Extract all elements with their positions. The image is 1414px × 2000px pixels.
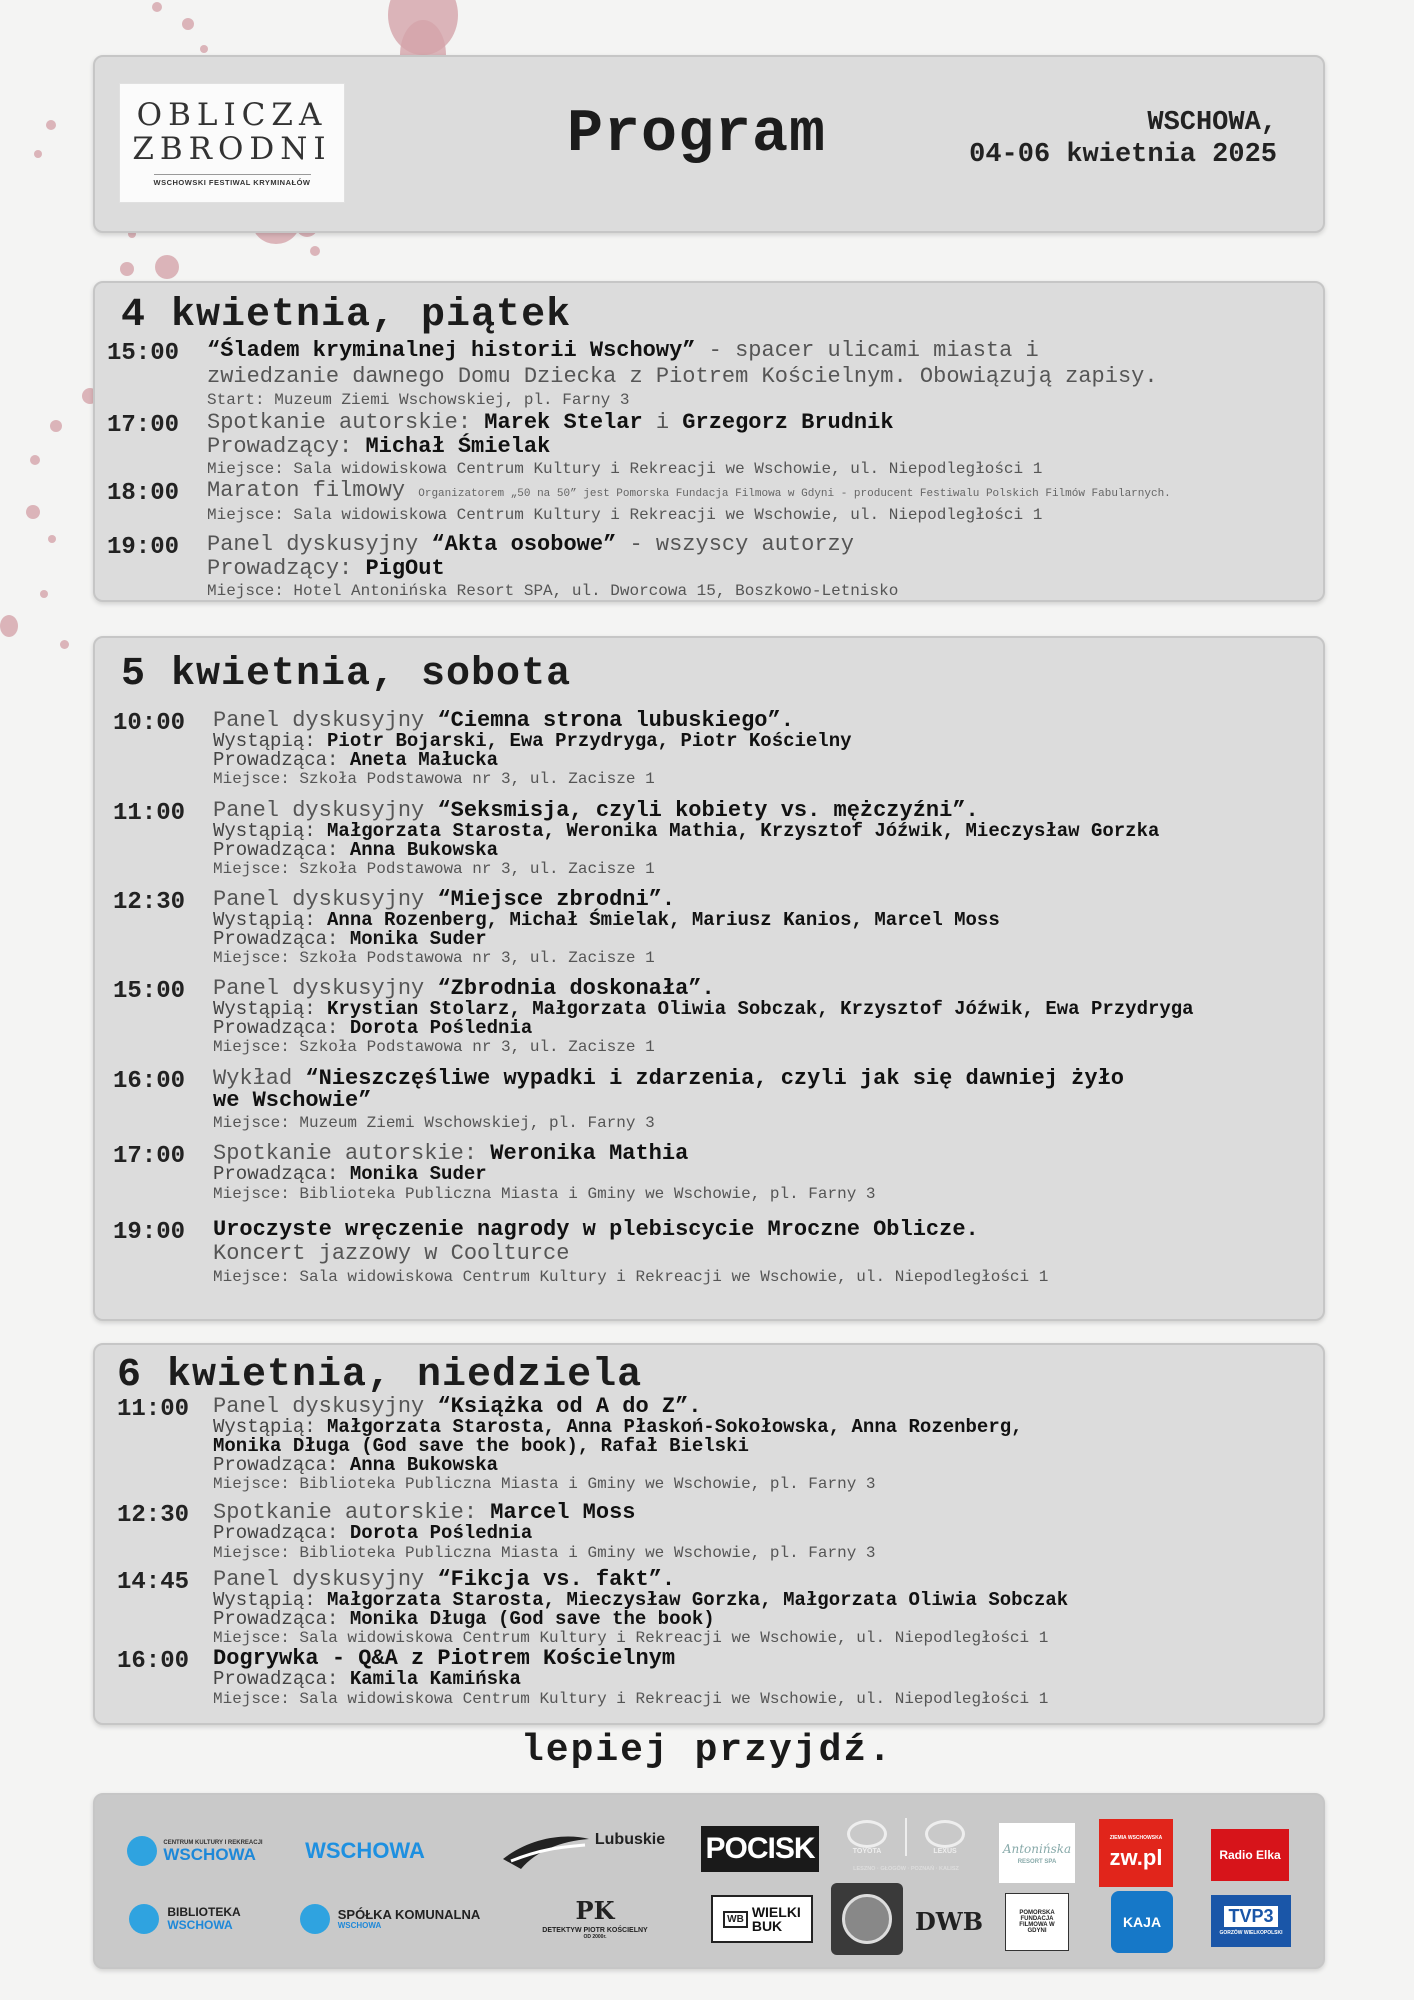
day-panel-sunday [93, 1343, 1325, 1725]
event-time: 18:00 [107, 480, 180, 507]
cup-icon [842, 1894, 892, 1944]
event-time: 14:45 [117, 1569, 190, 1596]
host-label: Prowadząca: [213, 1454, 350, 1476]
host-name: Dorota Poślednia [349, 1522, 533, 1544]
host-label: Prowadząca: [213, 1668, 350, 1690]
host-name: Michał Śmielak [365, 434, 551, 459]
circle-icon [300, 1904, 330, 1934]
event-time: 17:00 [107, 412, 180, 439]
logo-subtitle: WSCHOWSKI FESTIWAL KRYMINAŁÓW [154, 174, 311, 187]
event-type: Wykład [213, 1066, 306, 1091]
sponsor-biblioteka-logo [115, 1897, 255, 1941]
ckir-name: WSCHOWA [163, 1844, 256, 1864]
event-location: Miejsce: Muzeum Ziemi Wschowskiej, pl. Farny 3 [213, 1114, 655, 1132]
day-panel-friday [93, 281, 1325, 602]
event-time: 15:00 [113, 978, 186, 1005]
wielki: WIELKI [751, 1904, 801, 1920]
host-label: Prowadząca: [213, 1017, 350, 1039]
sponsor-toyota-lexus-logo [835, 1815, 977, 1875]
event-type: Panel dyskusyjny [213, 976, 438, 1001]
biblioteka-city: WSCHOWA [167, 1918, 233, 1932]
event-time: 11:00 [117, 1396, 190, 1423]
event-location: Miejsce: Sala widowiskowa Centrum Kultury i Rekreacji we Wschowie, ul. Niepodległości 1 [207, 506, 1043, 524]
lubuskie-swoosh-icon [501, 1829, 591, 1873]
event-title: Maraton filmowy [207, 478, 406, 503]
event-desc: zwiedzanie dawnego Domu Dziecka z Piotrem Kościelnym. Obowiązują zapisy. [207, 364, 1158, 389]
speakers: Krystian Stolarz, Małgorzata Oliwia Sobczak, Krzysztof Jóźwik, Ewa Przydryga [327, 998, 1194, 1020]
event-location: Miejsce: Szkoła Podstawowa nr 3, ul. Zacisze 1 [213, 1038, 655, 1056]
day-heading: 6 kwietnia, niedziela [117, 1353, 643, 1398]
pk-monogram: PK [575, 1896, 615, 1925]
event-title: Dogrywka - Q&A z Piotrem Kościelnym [213, 1646, 676, 1671]
event-time: 12:30 [113, 889, 186, 916]
host-label: Prowadząca: [213, 1522, 350, 1544]
logo-line1: OBLICZA [136, 97, 328, 133]
logo-line2: ZBRODNI [132, 131, 332, 167]
speakers-label: Wystąpią: [213, 998, 328, 1020]
city: WSCHOWA, [1147, 108, 1277, 138]
sponsor-fundacja-logo: POMORSKA FUNDACJA FILMOWA W GDYNI [1005, 1893, 1069, 1951]
host-label: Prowadząca: [213, 1163, 350, 1185]
tvp-region: GORZÓW WIELKOPOLSKI [1219, 1930, 1283, 1936]
event-time: 12:30 [117, 1502, 190, 1529]
event-time: 17:00 [113, 1143, 186, 1170]
toyota-icon [847, 1820, 887, 1848]
speakers-label: Wystąpią: [213, 1416, 328, 1438]
event-location: Miejsce: Biblioteka Publiczna Miasta i Gminy we Wschowie, pl. Farny 3 [213, 1185, 876, 1203]
dealer-locations: LESZNO · GŁOGÓW · POZNAŃ · KALISZ [853, 1866, 959, 1872]
event-title: “Miejsce zbrodni”. [437, 887, 676, 912]
event-type: Panel dyskusyjny [207, 532, 432, 557]
page-title: Program [567, 101, 827, 169]
event-type: Spotkanie autorskie: [213, 1500, 491, 1525]
event-desc: Koncert jazzowy w Coolturce [213, 1241, 570, 1266]
resort-sub: RESORT SPA [1017, 1858, 1057, 1865]
spolka-city: WSCHOWA [337, 1920, 382, 1930]
event-type: Panel dyskusyjny [213, 1567, 438, 1592]
sponsor-kaja-logo: KAJA [1111, 1891, 1173, 1953]
dates: 04-06 kwietnia 2025 [969, 140, 1277, 170]
zw-small: ZIEMIA WSCHOWSKA [1109, 1835, 1163, 1841]
speakers-cont: Monika Długa (God save the book), Rafał Bielski [213, 1435, 749, 1457]
host-name: Dorota Poślednia [349, 1017, 533, 1039]
toyota-name: TOYOTA [852, 1847, 882, 1855]
event-location: Miejsce: Biblioteka Publiczna Miasta i Gminy we Wschowie, pl. Farny 3 [213, 1475, 876, 1493]
detektyw-since: OD 2000r. [583, 1934, 607, 1940]
host-label: Prowadzący: [207, 434, 366, 459]
sponsor-wschowa-logo: WSCHOWA [305, 1838, 425, 1863]
host-name: Aneta Małucka [349, 749, 499, 771]
author: Weronika Mathia [490, 1141, 689, 1166]
day-heading: 5 kwietnia, sobota [121, 652, 572, 697]
event-type: Spotkanie autorskie: [207, 410, 485, 435]
event-time: 11:00 [113, 800, 186, 827]
host-label: Prowadząca: [213, 749, 350, 771]
event-location: Miejsce: Szkoła Podstawowa nr 3, ul. Zacisze 1 [213, 949, 655, 967]
event-time: 15:00 [107, 340, 180, 367]
host-name: Monika Suder [349, 928, 487, 950]
event-note: Organizatorem „50 na 50” jest Pomorska Fundacja Filmowa w Gdyni - producent Festiwalu Polskich Filmów Fabularnych. [418, 488, 1171, 500]
biblioteka-name: BIBLIOTEKA [167, 1905, 241, 1920]
speakers-label: Wystąpią: [213, 820, 328, 842]
host-name: PigOut [365, 556, 445, 581]
host-name: Anna Bukowska [349, 839, 499, 861]
host-label: Prowadząca: [213, 928, 350, 950]
detektyw-name: DETEKTYW PIOTR KOŚCIELNY [542, 1927, 648, 1934]
sponsor-tvp3-logo [1211, 1895, 1291, 1947]
event-time: 19:00 [107, 534, 180, 561]
host-label: Prowadzący: [207, 556, 366, 581]
author: Marek Stelar [484, 410, 643, 435]
event-type: Panel dyskusyjny [213, 1394, 438, 1419]
festival-logo [119, 83, 345, 203]
event-type: Panel dyskusyjny [213, 798, 438, 823]
sponsor-detektyw-logo [525, 1887, 665, 1949]
event-location: Miejsce: Szkoła Podstawowa nr 3, ul. Zacisze 1 [213, 770, 655, 788]
speakers-label: Wystąpią: [213, 730, 328, 752]
host-name: Monika Długa (God save the book) [349, 1608, 715, 1630]
sponsor-resort-logo [999, 1823, 1075, 1883]
speakers: Małgorzata Starosta, Mieczysław Gorzka, Małgorzata Oliwia Sobczak [327, 1589, 1069, 1611]
event-title: “Książka od A do Z”. [437, 1394, 702, 1419]
event-title: “Nieszczęśliwe wypadki i zdarzenia, czyli jak się dawniej żyło [305, 1066, 1124, 1091]
sponsor-coffee-logo [831, 1883, 903, 1955]
host-label: Prowadząca: [213, 839, 350, 861]
speakers-label: Wystąpią: [213, 1589, 328, 1611]
event-location: Miejsce: Sala widowiskowa Centrum Kultury i Rekreacji we Wschowie, ul. Niepodległości 1 [213, 1629, 1049, 1647]
event-location: Miejsce: Sala widowiskowa Centrum Kultury i Rekreacji we Wschowie, ul. Niepodległości 1 [213, 1268, 1049, 1286]
event-place-dates [969, 107, 1277, 171]
event-desc: - wszyscy autorzy [616, 532, 854, 557]
event-desc: - spacer ulicami miasta i [695, 338, 1039, 363]
event-location: Start: Muzeum Ziemi Wschowskiej, pl. Farny 3 [207, 391, 630, 409]
event-title: “Fikcja vs. fakt”. [437, 1567, 676, 1592]
tagline: lepiej przyjdź. [520, 1729, 894, 1772]
event-location: Miejsce: Sala widowiskowa Centrum Kultury i Rekreacji we Wschowie, ul. Niepodległości 1 [207, 460, 1043, 478]
event-type: Spotkanie autorskie: [213, 1141, 491, 1166]
sponsor-spolka-komunalna-logo [285, 1897, 495, 1941]
author: Grzegorz Brudnik [682, 410, 894, 435]
wb-mark: WB [723, 1911, 748, 1928]
zw-name: zw.pl [1109, 1845, 1163, 1870]
event-title: “Seksmisja, czyli kobiety vs. mężczyźni”. [437, 798, 979, 823]
circle-icon [127, 1836, 157, 1866]
buk: BUK [751, 1918, 783, 1934]
event-location: Miejsce: Hotel Antonińska Resort SPA, ul. Dworcowa 15, Boszkowo-Letnisko [207, 582, 899, 600]
lexus-icon [925, 1820, 965, 1848]
host-label: Prowadząca: [213, 1608, 350, 1630]
divider [905, 1818, 907, 1856]
host-name: Kamila Kamińska [349, 1668, 521, 1690]
day-panel-saturday [93, 636, 1325, 1321]
event-time: 10:00 [113, 710, 186, 737]
sponsor-zw-logo [1099, 1819, 1173, 1887]
event-location: Miejsce: Szkoła Podstawowa nr 3, ul. Zacisze 1 [213, 860, 655, 878]
speakers: Piotr Bojarski, Ewa Przydryga, Piotr Kościelny [327, 730, 852, 752]
sponsor-wielki-buk-logo [711, 1895, 813, 1943]
author: Marcel Moss [490, 1500, 636, 1525]
tvp-name: TVP3 [1224, 1906, 1277, 1927]
event-title: “Akta osobowe” [431, 532, 617, 557]
host-name: Anna Bukowska [349, 1454, 499, 1476]
event-title: Uroczyste wręczenie nagrody w plebiscycie Mroczne Oblicze. [213, 1217, 979, 1242]
event-location: Miejsce: Biblioteka Publiczna Miasta i Gminy we Wschowie, pl. Farny 3 [213, 1544, 876, 1562]
speakers: Małgorzata Starosta, Weronika Mathia, Krzysztof Jóźwik, Mieczysław Gorzka [327, 820, 1160, 842]
sponsors-panel [93, 1793, 1325, 1969]
host-name: Monika Suder [349, 1163, 487, 1185]
day-heading: 4 kwietnia, piątek [121, 293, 572, 338]
speakers-label: Wystąpią: [213, 909, 328, 931]
sponsor-pocisk-logo: POCISK [701, 1826, 819, 1872]
sponsor-ckir-logo [115, 1831, 275, 1871]
circle-icon [129, 1904, 159, 1934]
event-title: “Śladem kryminalnej historii Wschowy” [207, 338, 696, 363]
spolka-name: SPÓŁKA KOMUNALNA [337, 1906, 481, 1922]
event-time: 19:00 [113, 1219, 186, 1246]
event-time: 16:00 [113, 1068, 186, 1095]
event-title-cont: we Wschowie” [213, 1088, 372, 1113]
event-title: “Ciemna strona lubuskiego”. [437, 708, 794, 733]
lubuskie-name: Lubuskie [594, 1831, 666, 1848]
speakers: Małgorzata Starosta, Anna Płaskoń-Sokołowska, Anna Rozenberg, [327, 1416, 1023, 1438]
sponsor-lubuskie-logo [493, 1825, 673, 1877]
resort-name: Antonińska [1002, 1841, 1072, 1856]
event-time: 16:00 [117, 1648, 190, 1675]
speakers: Anna Rozenberg, Michał Śmielak, Mariusz Kanios, Marcel Moss [327, 909, 1000, 931]
header-panel [93, 55, 1325, 233]
event-type: Panel dyskusyjny [213, 887, 438, 912]
conjunction: i [642, 410, 683, 435]
event-title: “Zbrodnia doskonała”. [437, 976, 715, 1001]
ckir-small: CENTRUM KULTURY I REKREACJI [163, 1839, 263, 1846]
sponsor-radio-elka-logo: Radio Elka [1211, 1829, 1289, 1881]
event-location: Miejsce: Sala widowiskowa Centrum Kultury i Rekreacji we Wschowie, ul. Niepodległości 1 [213, 1690, 1049, 1708]
sponsor-dwb-logo: DWB [914, 1906, 984, 1936]
event-type: Panel dyskusyjny [213, 708, 438, 733]
lexus-name: LEXUS [933, 1847, 957, 1855]
